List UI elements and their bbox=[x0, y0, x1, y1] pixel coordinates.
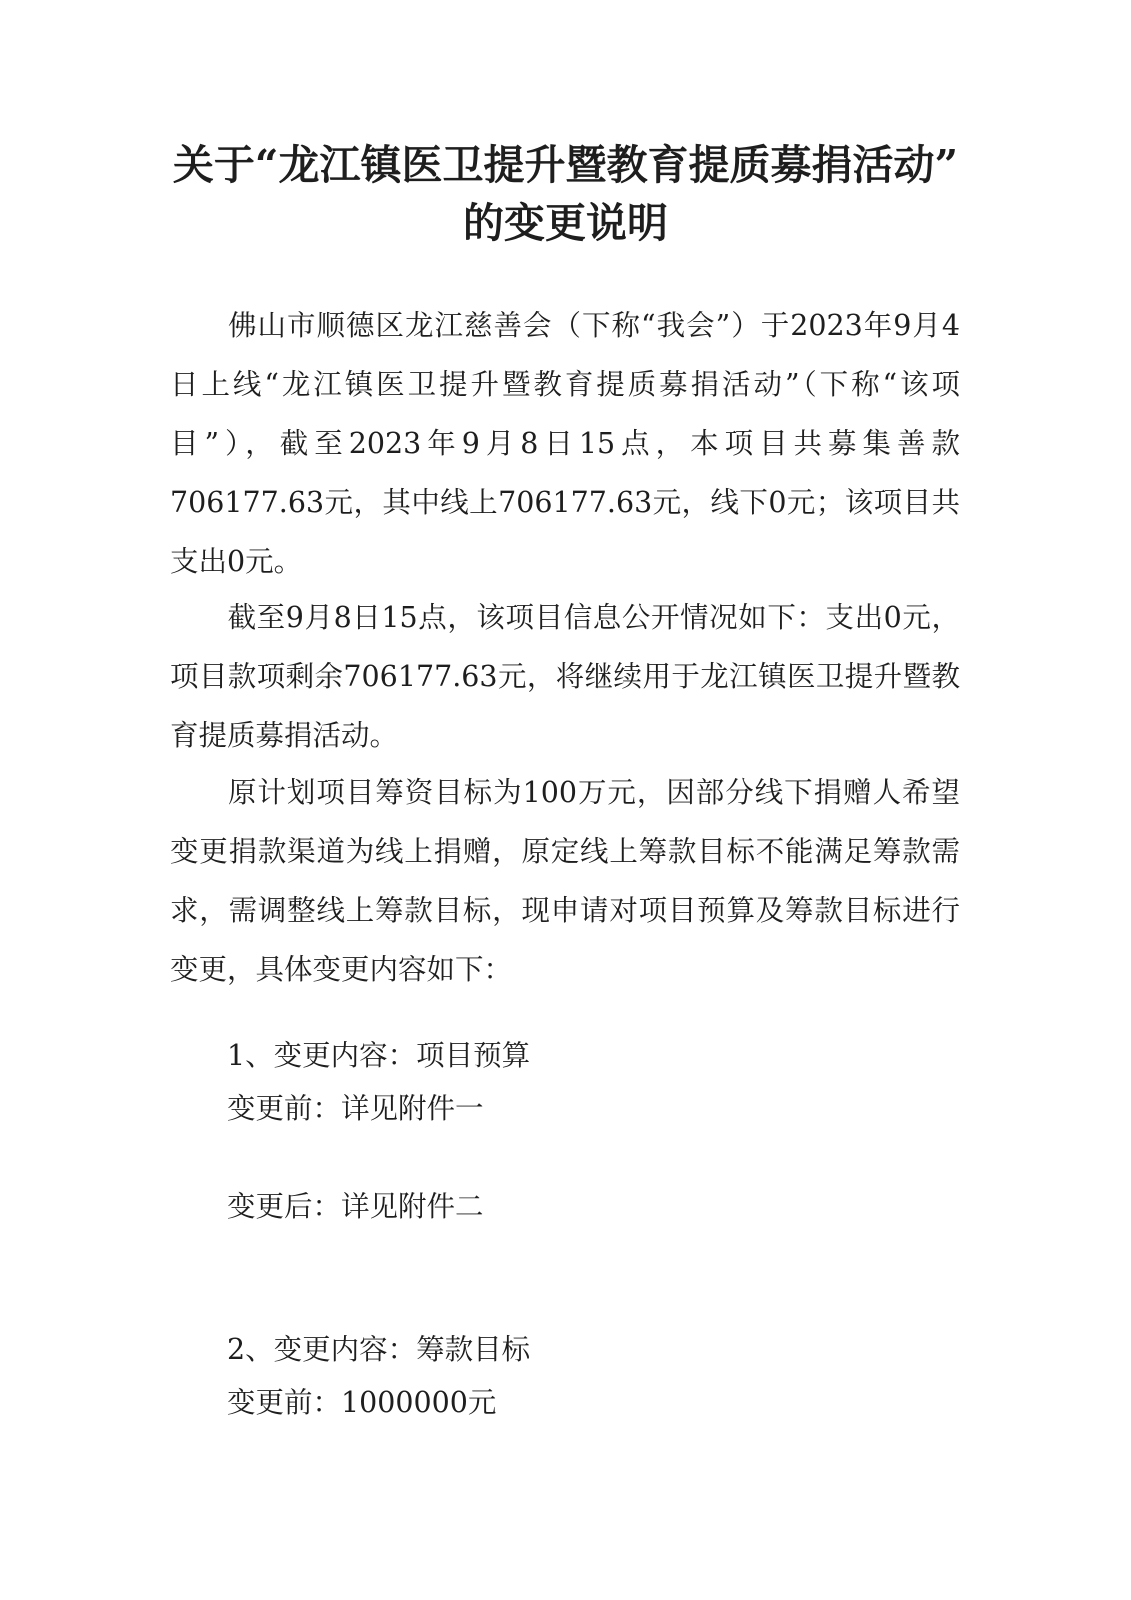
paragraph-text: 佛山市顺德区龙江慈善会（下称“我会”）于2023年9月4日上线“龙江镇医卫提升暨教育提质募捐活动”（下称“该项目”），截至2023年9月8日15点，本项目共募集善款706177.63元，其中线上706177.63元，线下0元；该项目共支出0元。 bbox=[170, 309, 960, 578]
document-title-line-1: 关于“龙江镇医卫提升暨教育提质募捐活动” bbox=[172, 141, 959, 189]
paragraph-text: 截至9月8日15点，该项目信息公开情况如下：支出0元，项目款项剩余706177.63元，将继续用于龙江镇医卫提升暨教育提质募捐活动。 bbox=[170, 601, 960, 752]
change-2-heading: 2、变更内容：筹款目标 bbox=[227, 1333, 531, 1366]
paragraph-disclosure bbox=[170, 588, 960, 765]
change-1-heading: 1、变更内容：项目预算 bbox=[227, 1039, 531, 1072]
paragraph-fundraising-summary bbox=[170, 296, 960, 591]
paragraph-change-reason bbox=[170, 763, 960, 999]
paragraph-text: 原计划项目筹资目标为100万元，因部分线下捐赠人希望变更捐款渠道为线上捐赠，原定线上筹款目标不能满足筹款需求，需调整线上筹款目标，现申请对项目预算及筹款目标进行变更，具体变更内容如下： bbox=[170, 776, 960, 986]
change-2-before: 变更前：1000000元 bbox=[227, 1386, 497, 1419]
change-1-after: 变更后：详见附件二 bbox=[227, 1190, 484, 1223]
change-1-before: 变更前：详见附件一 bbox=[227, 1092, 484, 1125]
document-title-line-2: 的变更说明 bbox=[463, 199, 668, 247]
